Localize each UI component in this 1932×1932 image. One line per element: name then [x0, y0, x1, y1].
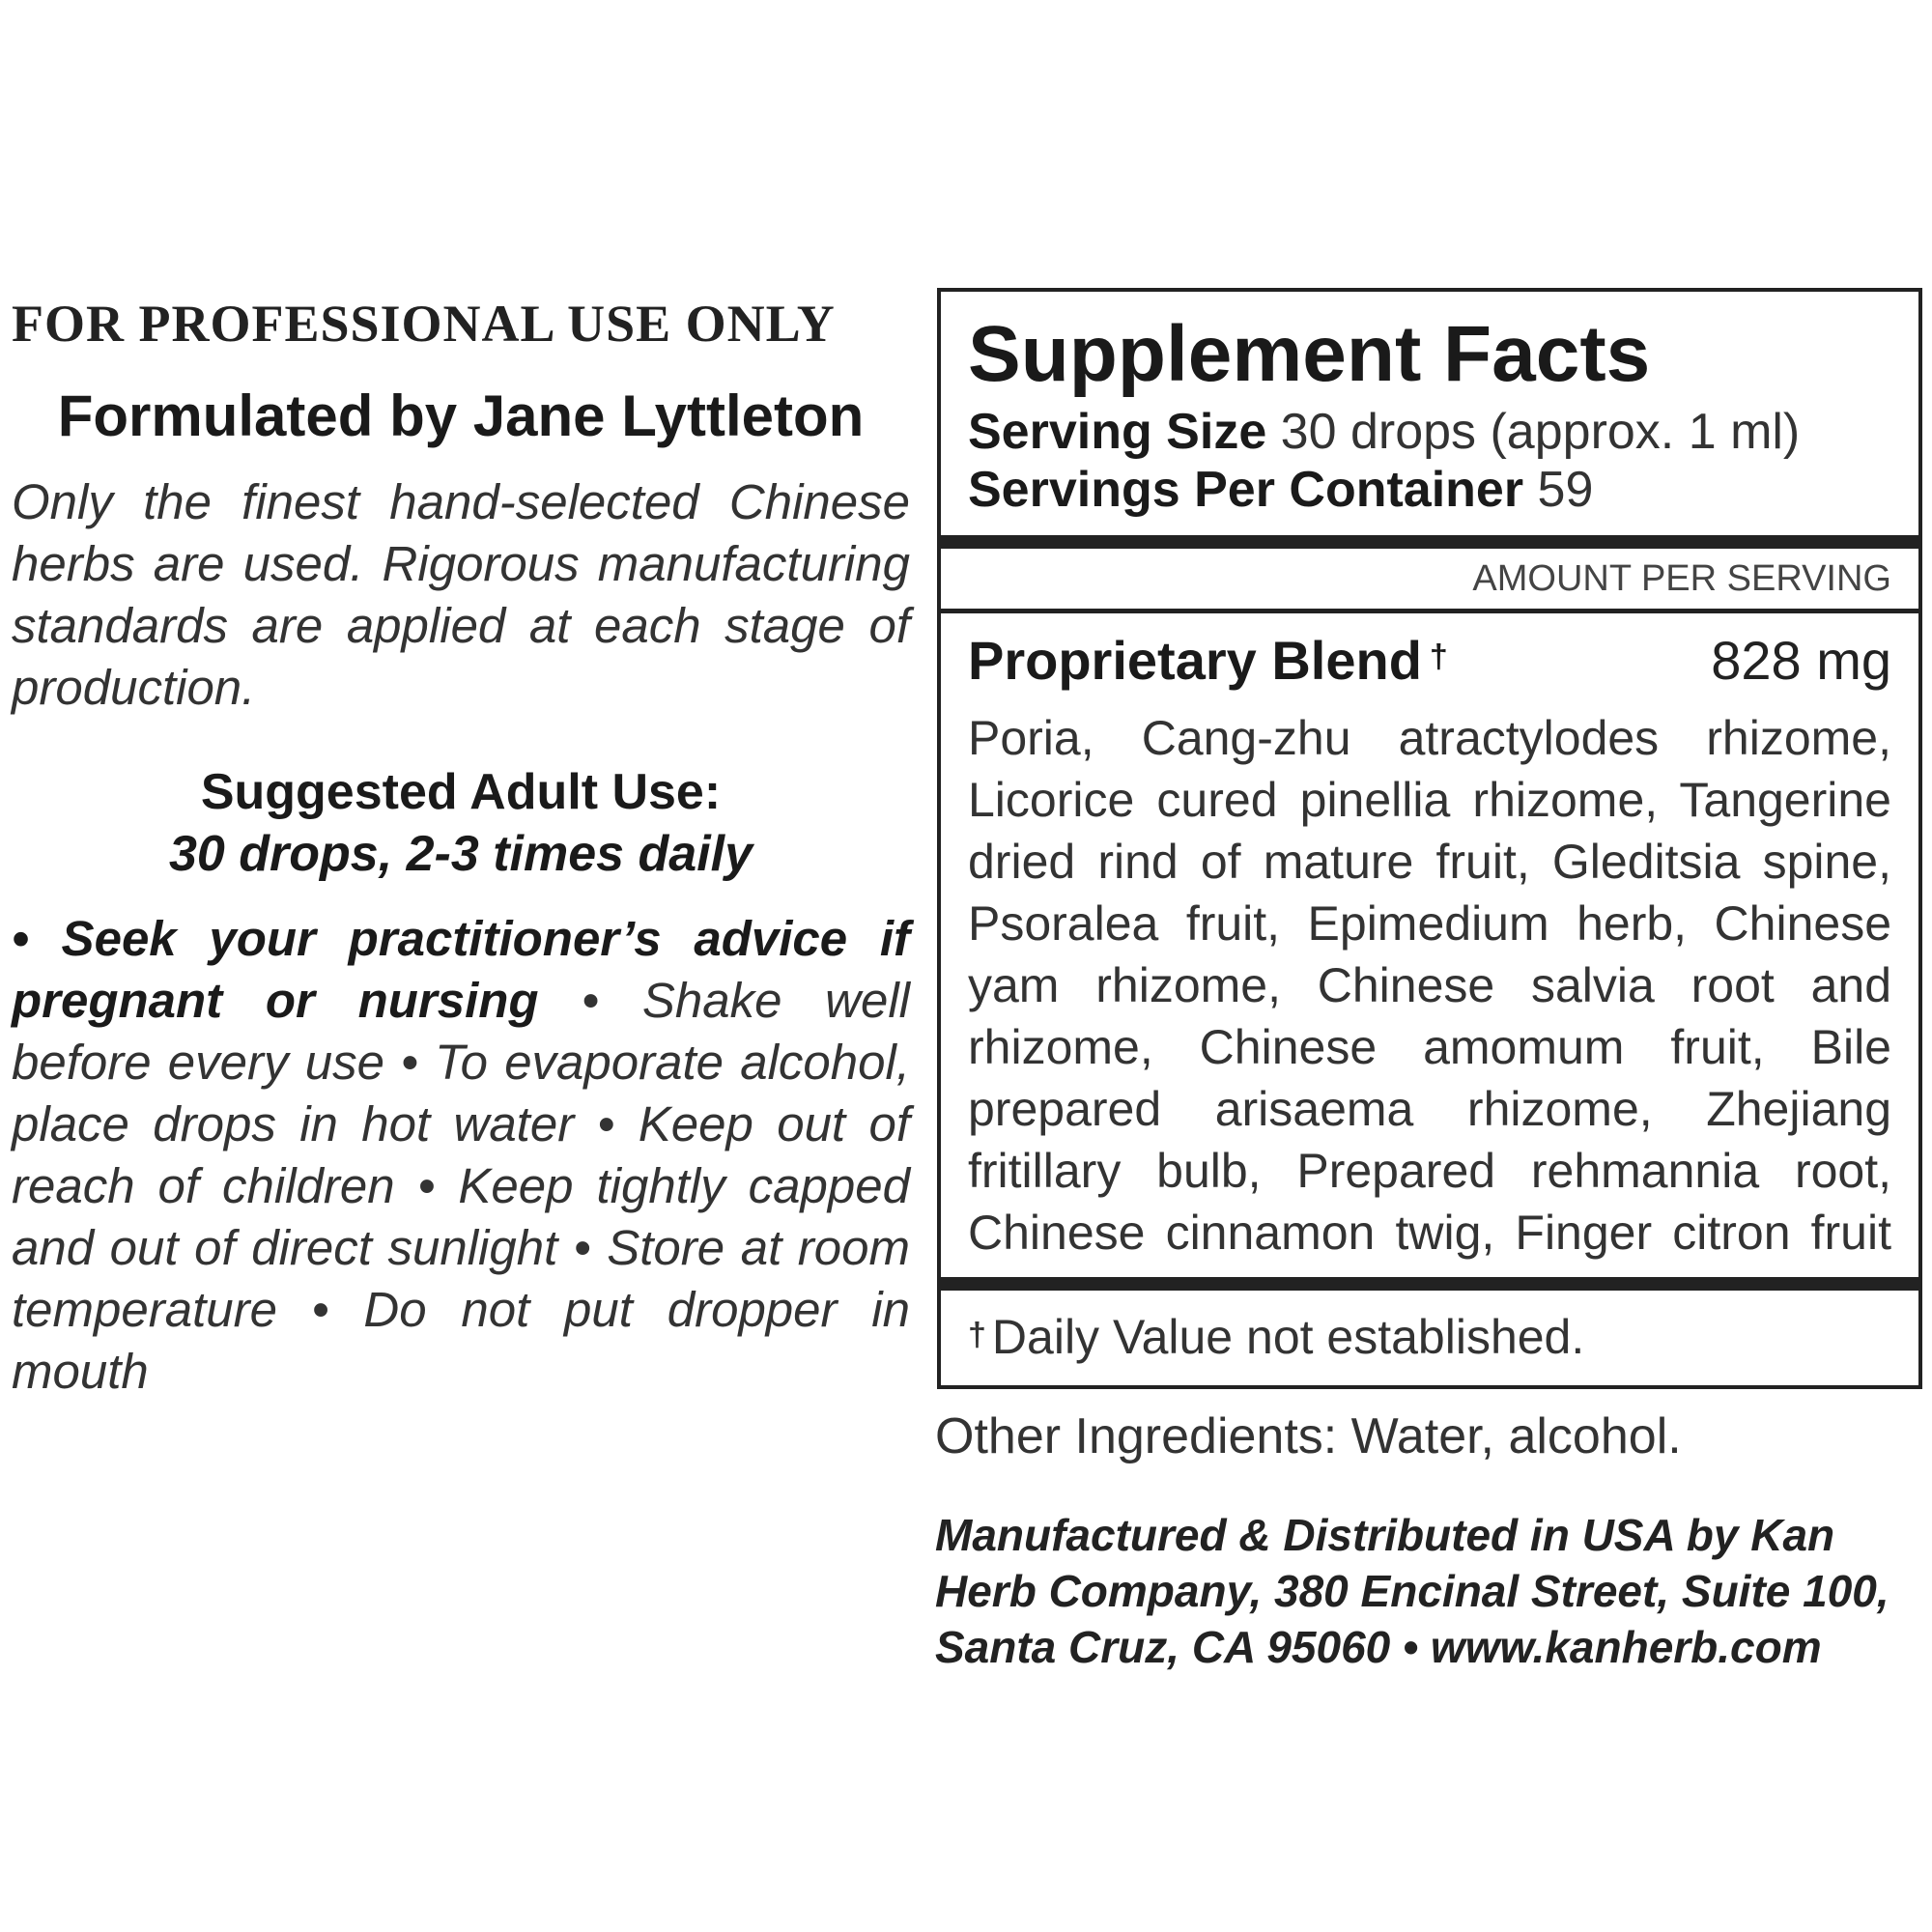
- proprietary-blend-label: [968, 627, 1448, 695]
- left-column: [12, 290, 910, 1403]
- manufacturer-info: Manufactured & Distributed in USA by Kan Herb Company, 380 Encinal Street, Suite 100, Santa Cruz, CA 95060 • www.kanherb.com: [935, 1510, 1889, 1672]
- serving-size-value: 30 drops (approx. 1 ml): [1266, 404, 1801, 460]
- warning-list: • Shake well before every use • To evaporate alcohol, place drops in hot water • Keep out of reach of children • Keep tightly capped and out of direct sunlight • Store at room temperature • Do not put dropper in mouth: [12, 973, 911, 1399]
- warnings-text: [12, 908, 910, 1403]
- divider-thin: [941, 609, 1918, 613]
- dagger-mark: †: [1429, 639, 1448, 675]
- suggested-use-title: Suggested Adult Use:: [200, 764, 722, 820]
- suggested-use-dose: 30 drops, 2-3 times daily: [168, 826, 753, 882]
- supplement-facts-panel: [937, 288, 1922, 1389]
- warning-pregnancy: • Seek your practitioner’s advice if pregnant or nursing: [12, 911, 910, 1028]
- serving-size: [968, 403, 1800, 461]
- serving-size-label: Serving Size: [968, 404, 1267, 460]
- divider-thick-top: [941, 535, 1918, 549]
- servings-per-container: [968, 461, 1593, 519]
- daily-value-note: [968, 1306, 1584, 1368]
- formulator-credit: Formulated by Jane Lyttleton: [57, 384, 865, 448]
- dagger-mark-footnote: †: [968, 1317, 986, 1353]
- servings-per-container-value: 59: [1523, 462, 1594, 518]
- intro-text: Only the finest hand-selected Chinese herbs are used. Rigorous manufacturing standards are applied at each stage of production.: [12, 474, 910, 715]
- amount-per-serving-header: AMOUNT PER SERVING: [1472, 558, 1891, 599]
- proprietary-blend-amount: 828 mg: [1711, 630, 1891, 691]
- proprietary-blend-name: Proprietary Blend: [968, 630, 1422, 691]
- divider-thick-bottom: [941, 1277, 1918, 1291]
- professional-use-heading: FOR PROFESSIONAL USE ONLY: [12, 295, 836, 353]
- servings-per-container-label: Servings Per Container: [968, 462, 1524, 518]
- blend-ingredients: Poria, Cang-zhu atractylodes rhizome, Licorice cured pinellia rhizome, Tangerine dried rind of mature fruit, Gleditsia spine, Psoralea fruit, Epimedium herb, Chinese yam rhizome, Chinese salvia root and rhizome, Chinese amomum fruit, Bile prepared arisaema rhizome, Zhejiang fritillary bulb, Prepared rehmannia root, Chinese cinnamon twig, Finger citron fruit: [968, 711, 1891, 1260]
- other-ingredients: Other Ingredients: Water, alcohol.: [935, 1408, 1682, 1464]
- supplement-facts-title: Supplement Facts: [968, 310, 1651, 398]
- daily-value-text: Daily Value not established.: [991, 1310, 1585, 1364]
